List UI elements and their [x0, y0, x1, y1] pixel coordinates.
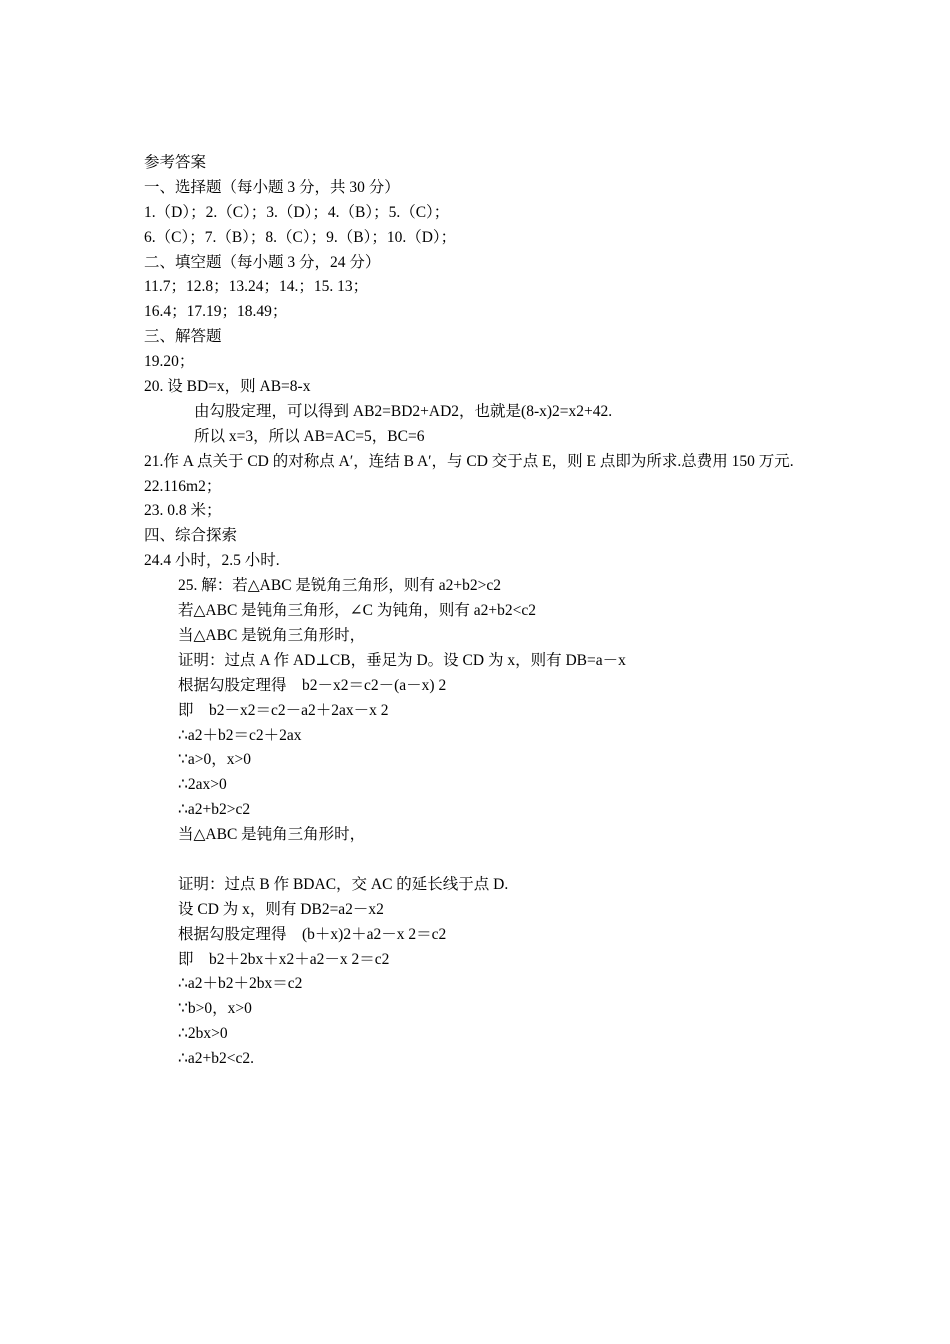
- text-line: 证明：过点 A 作 AD⊥CB，垂足为 D。设 CD 为 x，则有 DB=a－x: [178, 651, 626, 669]
- text-line: 设 CD 为 x，则有 DB2=a2－x2: [178, 900, 384, 918]
- text-line: 11.7；12.8；13.24；14.；15. 13；: [144, 278, 369, 296]
- text-line: 所以 x=3，所以 AB=AC=5，BC=6: [194, 427, 425, 445]
- text-line: 根据勾股定理得 b2－x2＝c2－(a－x) 2: [178, 676, 447, 694]
- text-line: ∴a2+b2>c2: [178, 801, 251, 819]
- blank-line: [144, 848, 824, 873]
- text-line: ∵b>0，x>0: [178, 1000, 252, 1018]
- text-line: 三、解答题: [144, 328, 222, 346]
- text-line: 二、填空题（每小题 3 分，24 分）: [144, 253, 381, 271]
- text-line: 25. 解：若△ABC 是锐角三角形，则有 a2+b2>c2: [178, 577, 502, 595]
- text-line: 即 b2－x2＝c2－a2＋2ax－x 2: [178, 701, 389, 719]
- text-line: 若△ABC 是钝角三角形，∠C 为钝角，则有 a2+b2<c2: [178, 602, 536, 620]
- text-line: ∴a2＋b2＝c2＋2ax: [178, 726, 302, 744]
- text-line: 19.20；: [144, 353, 195, 371]
- text-line: ∴2bx>0: [178, 1025, 228, 1043]
- text-line: ∵a>0，x>0: [178, 751, 251, 769]
- text-line: 即 b2＋2bx＋x2＋a2－x 2＝c2: [178, 950, 390, 968]
- text-line: 22.116m2；: [144, 477, 222, 495]
- answer-key-text: [144, 151, 824, 1072]
- text-line: 根据勾股定理得 (b＋x)2＋a2－x 2＝c2: [178, 925, 447, 943]
- text-line: 由勾股定理，可以得到 AB2=BD2+AD2，也就是(8-x)2=x2+42.: [194, 402, 613, 420]
- text-line: 16.4；17.19；18.49；: [144, 303, 288, 321]
- text-line: 20. 设 BD=x，则 AB=8-x: [144, 378, 311, 396]
- text-line: 四、综合探索: [144, 527, 238, 545]
- text-line: 参考答案: [144, 154, 207, 171]
- text-line: 当△ABC 是钝角三角形时，: [178, 826, 366, 844]
- text-line: 23. 0.8 米；: [144, 502, 222, 520]
- text-line: 24.4 小时，2.5 小时.: [144, 552, 280, 570]
- text-line: ∴a2+b2<c2.: [178, 1050, 254, 1068]
- text-line: 当△ABC 是锐角三角形时，: [178, 626, 366, 644]
- text-line: 6.（C）；7.（B）；8.（C）；9.（B）；10.（D）；: [144, 228, 457, 246]
- text-line: ∴2ax>0: [178, 776, 227, 794]
- text-line: 1.（D）；2.（C）；3.（D）；4.（B）；5.（C）；: [144, 203, 450, 221]
- text-line: 21.作 A 点关于 CD 的对称点 A′，连结 B A′，与 CD 交于点 E，则 E 点即为所求.总费用 150 万元.: [144, 452, 794, 470]
- text-line: 证明：过点 B 作 BDAC，交 AC 的延长线于点 D.: [178, 875, 509, 893]
- text-line: 一、选择题（每小题 3 分，共 30 分）: [144, 178, 400, 196]
- text-line: ∴a2＋b2＋2bx＝c2: [178, 975, 303, 993]
